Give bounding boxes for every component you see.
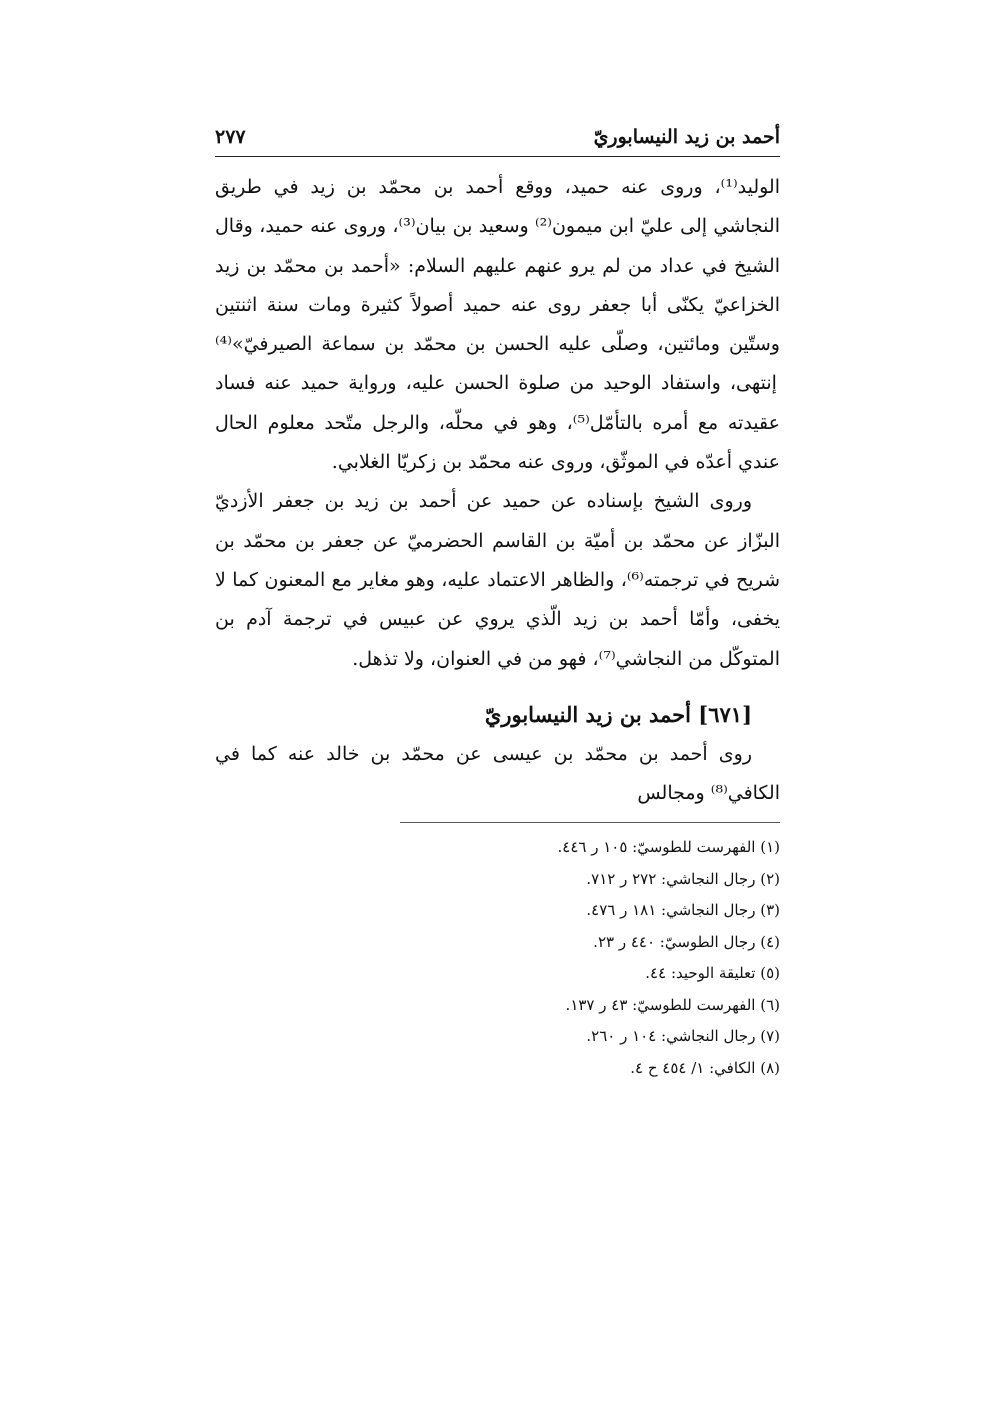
paragraph-2 bbox=[215, 482, 780, 678]
text-line: الوليد⁽¹⁾، وروى عنه حميد، ووقع أحمد بن محمّد بن زيد في طريق النجاشي إلى عليّ bbox=[215, 176, 780, 238]
text-line: الموثّق، وروى عنه محمّد بن زكريّا الغلابي. bbox=[331, 451, 659, 474]
entry-heading: [٦٧١] أحمد بن زيد النيسابوريّ bbox=[484, 701, 752, 727]
footnotes-list bbox=[400, 832, 780, 1084]
text-line: كثيرة ومات سنة اثنتين وستّين ومائتين، وصلّى عليه الحسن بن محمّد بن سماعة bbox=[215, 293, 780, 356]
paragraph-3 bbox=[215, 735, 780, 814]
text-line: محمّد بن أميّة بن القاسم الحضرميّ عن جعفر بن محمّد بن شريح في ترجمته⁽⁶⁾، bbox=[215, 529, 781, 591]
footnote-1: (١) الفهرست للطوسيّ: ١٠٥ ر ٤٤٦. bbox=[557, 838, 780, 856]
text-line: عقيدته مع أمره بالتأمّل⁽⁵⁾، وهو في محلّه، والرجل متّحد معلوم الحال عندي أعدّه في bbox=[215, 411, 780, 474]
page-number: ٢٧٧ bbox=[215, 126, 246, 148]
main-text bbox=[215, 168, 780, 813]
running-title: أحمد بن زيد النيسابوريّ bbox=[593, 126, 780, 148]
paragraph-1 bbox=[215, 168, 780, 482]
text-line: ابن ميمون⁽²⁾ وسعيد بن بيان⁽³⁾، وروى عنه حميد، وقال الشيخ في عداد من لم يرو bbox=[215, 215, 780, 277]
text-line: والظاهر الاعتماد عليه، وهو مغاير مع المعنون كما لا يخفى، وأمّا أحمد بن زيد الّذي bbox=[215, 568, 780, 631]
text-line: الصيرفيّ»⁽⁴⁾ إنتهى، واستفاد الوحيد من صلوة الحسن عليه، ورواية حميد عنه فساد bbox=[215, 333, 777, 395]
text-line: ولا تذهل. bbox=[352, 647, 424, 670]
footnote-2: (٢) رجال النجاشي: ٢٧٢ ر ٧١٢. bbox=[586, 869, 780, 888]
footnote-7: (٧) رجال النجاشي: ١٠٤ ر ٢٦٠. bbox=[586, 1027, 780, 1045]
text-line: عنهم عليهم السلام: «أحمد بن محمّد بن زيد الخزاعيّ يكنّى أبا جعفر روى عنه حميد أصولاً bbox=[215, 254, 780, 316]
footnote-6: (٦) الفهرست للطوسيّ: ٤٣ ر ١٣٧. bbox=[565, 995, 780, 1014]
page-header bbox=[215, 122, 780, 157]
footnote-3: (٣) رجال النجاشي: ١٨١ ر ٤٧٦. bbox=[586, 901, 780, 919]
footnote-8: (٨) الكافي: ١/ ٤٥٤ ح ٤. bbox=[630, 1058, 780, 1077]
text-line: روى أحمد بن محمّد بن عيسى عن محمّد بن خالد عنه كما في الكافي⁽⁸⁾ ومجالس bbox=[215, 742, 780, 805]
text-line: وروى الشيخ بإسناده عن حميد عن أحمد بن زيد بن جعفر الأزديّ البزّاز عن bbox=[215, 490, 780, 552]
footnote-divider bbox=[400, 822, 780, 823]
footnote-5: (٥) تعليقة الوحيد: ٤٤. bbox=[645, 964, 780, 982]
footnote-4: (٤) رجال الطوسيّ: ٤٤٠ ر ٢٣. bbox=[593, 932, 780, 951]
text-line: يروي عن عبيس في ترجمة آدم بن المتوكّل من النجاشي⁽⁷⁾، فهو من في العنوان، bbox=[215, 608, 780, 670]
